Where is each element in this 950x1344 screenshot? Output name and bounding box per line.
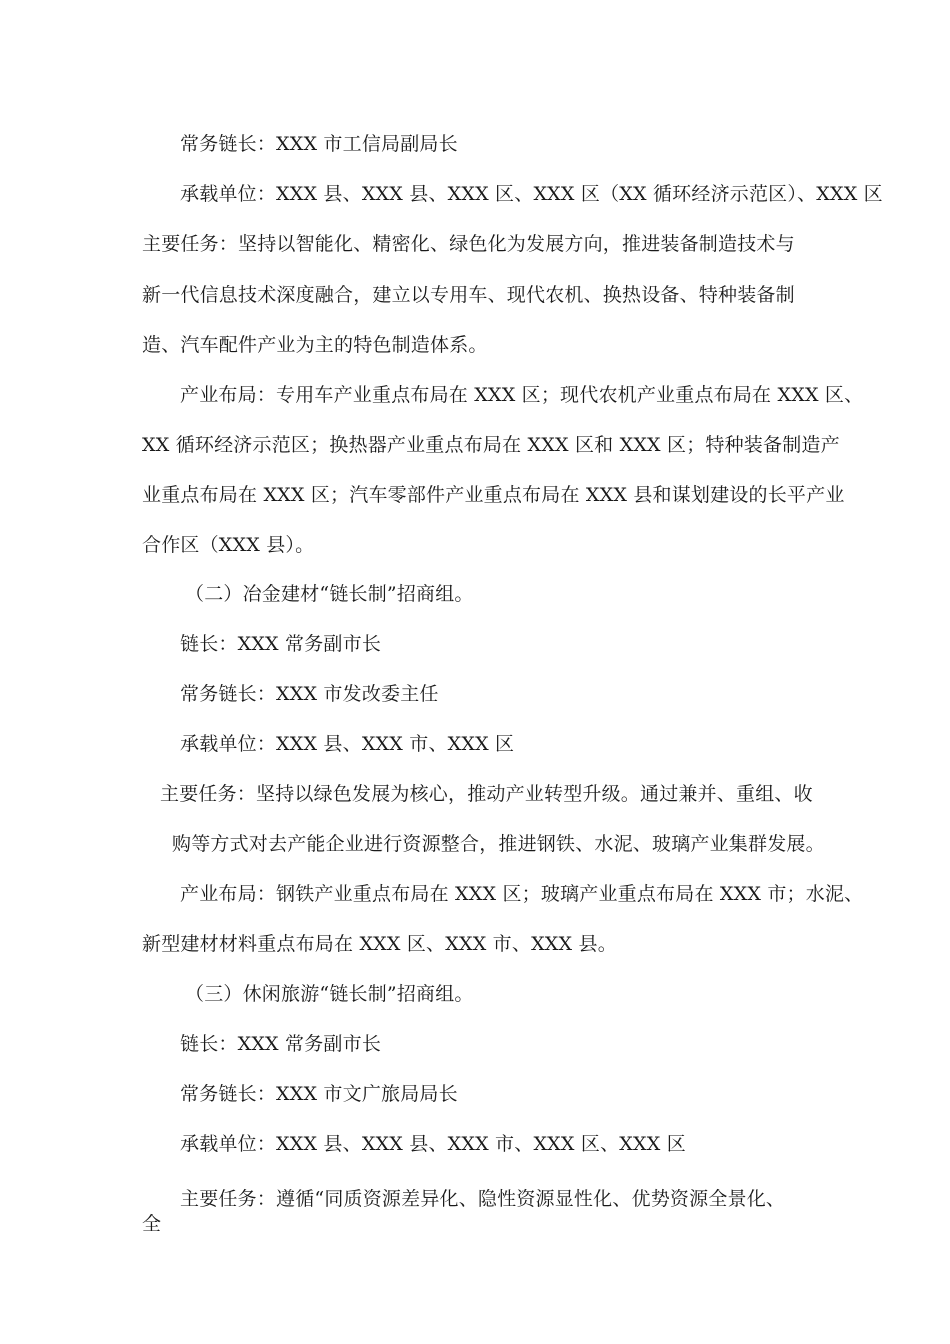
text-line: 合作区（XXX 县）。 [142, 534, 315, 556]
text-line: 主要任务：坚持以绿色发展为核心，推动产业转型升级。通过兼并、重组、收 [160, 783, 813, 805]
text-line: 业重点布局在 XXX 区；汽车零部件产业重点布局在 XXX 县和谋划建设的长平产业 [142, 484, 845, 506]
text-line: 承载单位：XXX 县、XXX 市、XXX 区 [180, 733, 515, 755]
section-heading: （三）休闲旅游“链长制”招商组。 [185, 983, 474, 1005]
text-line: 新一代信息技术深度融合，建立以专用车、现代农机、换热设备、特种装备制 [142, 284, 795, 306]
text-line: 常务链长：XXX 市文广旅局局长 [180, 1083, 458, 1105]
text-line: 链长：XXX 常务副市长 [180, 633, 382, 655]
section-heading: （二）冶金建材“链长制”招商组。 [185, 583, 474, 605]
text-line: 主要任务：遵循“同质资源差异化、隐性资源显性化、优势资源全景化、 [180, 1188, 786, 1210]
text-line: 全 [142, 1213, 162, 1235]
text-line: 产业布局：钢铁产业重点布局在 XXX 区；玻璃产业重点布局在 XXX 市；水泥、 [180, 883, 864, 905]
text-line: 常务链长：XXX 市工信局副局长 [180, 133, 458, 155]
text-line: XX 循环经济示范区；换热器产业重点布局在 XXX 区和 XXX 区；特种装备制造产 [142, 434, 840, 456]
text-line: 链长：XXX 常务副市长 [180, 1033, 382, 1055]
text-line: 承载单位：XXX 县、XXX 县、XXX 区、XXX 区（XX 循环经济示范区）、XXX 区 [180, 183, 883, 205]
text-line: 造、汽车配件产业为主的特色制造体系。 [142, 334, 488, 356]
text-line: 主要任务：坚持以智能化、精密化、绿色化为发展方向，推进装备制造技术与 [142, 233, 795, 255]
text-line: 新型建材材料重点布局在 XXX 区、XXX 市、XXX 县。 [142, 933, 617, 955]
text-line: 购等方式对去产能企业进行资源整合，推进钢铁、水泥、玻璃产业集群发展。 [172, 833, 825, 855]
text-line: 产业布局：专用车产业重点布局在 XXX 区；现代农机产业重点布局在 XXX 区、 [180, 384, 864, 406]
text-line: 常务链长：XXX 市发改委主任 [180, 683, 439, 705]
text-line: 承载单位：XXX 县、XXX 县、XXX 市、XXX 区、XXX 区 [180, 1133, 686, 1155]
